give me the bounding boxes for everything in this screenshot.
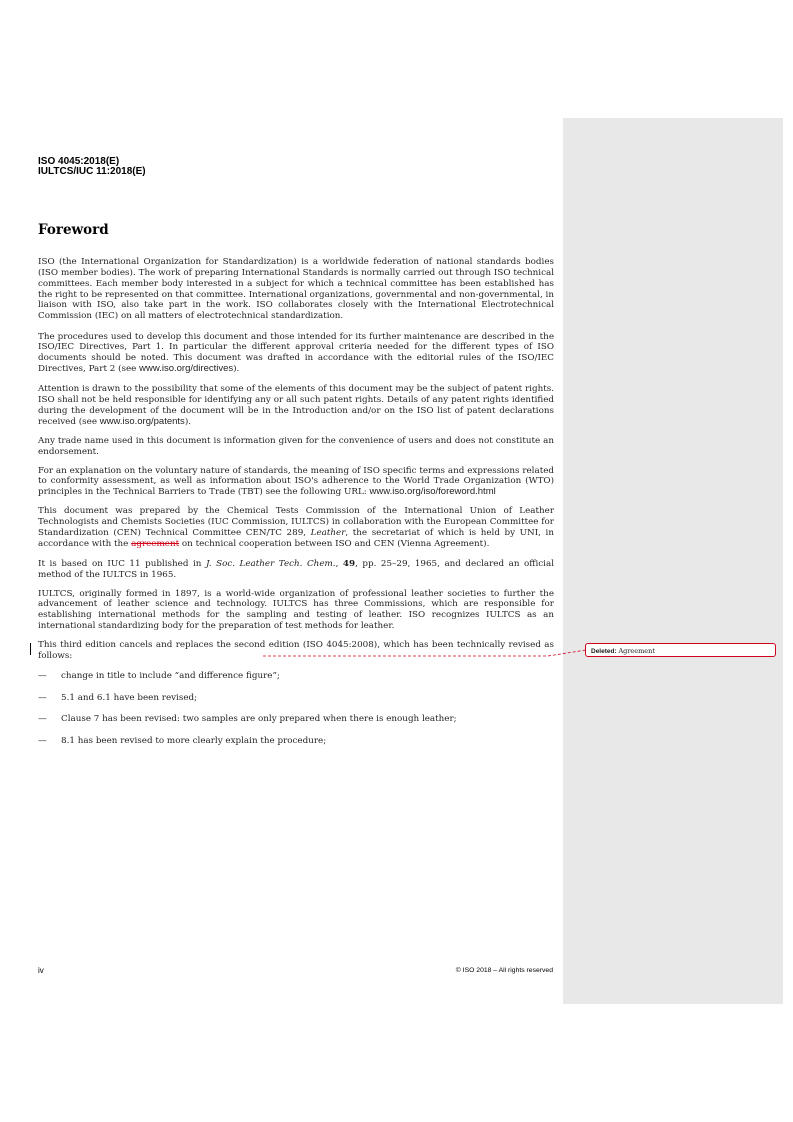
paragraph-iultcs: IULTCS, originally formed in 1897, is a world-wide organization of professional leather societies to further the advancement of leather science and technology. IULTCS has three Commissions, which are responsible for establishing international methods for the sampling and testing of leather. ISO recognizes IULTCS as an international standardizing body for the preparation of test methods for leather.: [38, 588, 554, 632]
paragraph-procedures: The procedures used to develop this document and those intended for its further maintenance are described in the ISO/IEC Directives, Part 1. In particular the different approval criteria needed for the different types of ISO documents should be noted. This document was drafted in accordance with the editorial rules of the ISO/IEC Directives, Part 2 (see www.iso.org/directives).: [38, 331, 554, 375]
comment-margin-pane: [563, 118, 783, 1004]
foreword-body: [38, 257, 554, 758]
link-directives[interactable]: www.iso.org/directives: [139, 363, 234, 375]
list-item: — Clause 7 has been revised: two samples are only prepared when there is enough leather;: [38, 714, 457, 725]
copyright-notice: © ISO 2018 – All rights reserved: [455, 967, 553, 974]
comment-label: Deleted:: [591, 648, 617, 655]
paragraph-patents: Attention is drawn to the possibility that some of the elements of this document may be the subject of patent rights. ISO shall not be held responsible for identifying any or all such patent rights. Details of any patent rights identified during the development of the document will be in the Introduction and/or on the ISO list of patent declarations received (see www.iso.org/patents).: [38, 384, 554, 427]
change-bar: [30, 643, 31, 655]
paragraph-trade-name: Any trade name used in this document is information given for the convenience of users and does not constitute an endorsement.: [38, 435, 554, 457]
link-foreword[interactable]: www.iso.org/iso/foreword.html: [369, 486, 496, 498]
paragraph-iso-intro: ISO (the International Organization for Standardization) is a worldwide federation of national standards bodies (ISO member bodies). The work of preparing International Standards is normally carried out through ISO technical committees. Each member body interested in a subject for which a technical committee has been established has the right to be represented on that committee. International organizations, governmental and non-governmental, in liaison with ISO, also take part in the work. ISO collaborates closely with the International Electrotechnical Commission (IEC) on all matters of electrotechnical standardization.: [38, 257, 554, 322]
deleted-word-agreement[interactable]: agreement: [131, 538, 180, 549]
link-patents[interactable]: www.iso.org/patents: [99, 415, 185, 427]
deleted-comment-balloon[interactable]: [585, 643, 776, 657]
document-header: [38, 157, 146, 177]
page-number: iv: [38, 966, 44, 975]
paragraph-voluntary-nature: For an explanation on the voluntary nature of standards, the meaning of ISO specific terms and expressions related to conformity assessment, as well as information about ISO's adherence to the World Trade Organization (WTO) principles in the Technical Barriers to Trade (TBT) see the following URL: www.iso.org/iso/foreword.html: [38, 465, 554, 498]
header-iultcs-number: IULTCS/IUC 11:2018(E): [38, 166, 146, 177]
paragraph-based-on: It is based on IUC 11 published in J. Soc. Leather Tech. Chem., 49, pp. 25–29, 1965, and declared an official method of the IULTCS in 1965.: [38, 558, 554, 580]
page-title: Foreword: [38, 222, 109, 238]
comment-text: Agreement: [618, 647, 655, 655]
header-standard-number: ISO 4045:2018(E): [38, 156, 120, 167]
list-item: — change in title to include “and difference figure”;: [38, 671, 280, 682]
paragraph-third-edition: This third edition cancels and replaces the second edition (ISO 4045:2008), which has been technically revised as follows:: [38, 639, 554, 661]
list-item: — 5.1 and 6.1 have been revised;: [38, 692, 198, 703]
list-item: — 8.1 has been revised to more clearly explain the procedure;: [38, 736, 327, 747]
paragraph-prepared-by: This document was prepared by the Chemical Tests Commission of the International Union of Leather Technologists and Chemists Societies (IUC Commission, IULTCS) in collaboration with the European Committee for Standardization (CEN) Technical Committee CEN/TC 289, Leather, the secretariat of which is held by UNI, in accordance with the agreement on technical cooperation between ISO and CEN (Vienna Agreement).: [38, 506, 554, 549]
revision-list: [38, 671, 554, 747]
